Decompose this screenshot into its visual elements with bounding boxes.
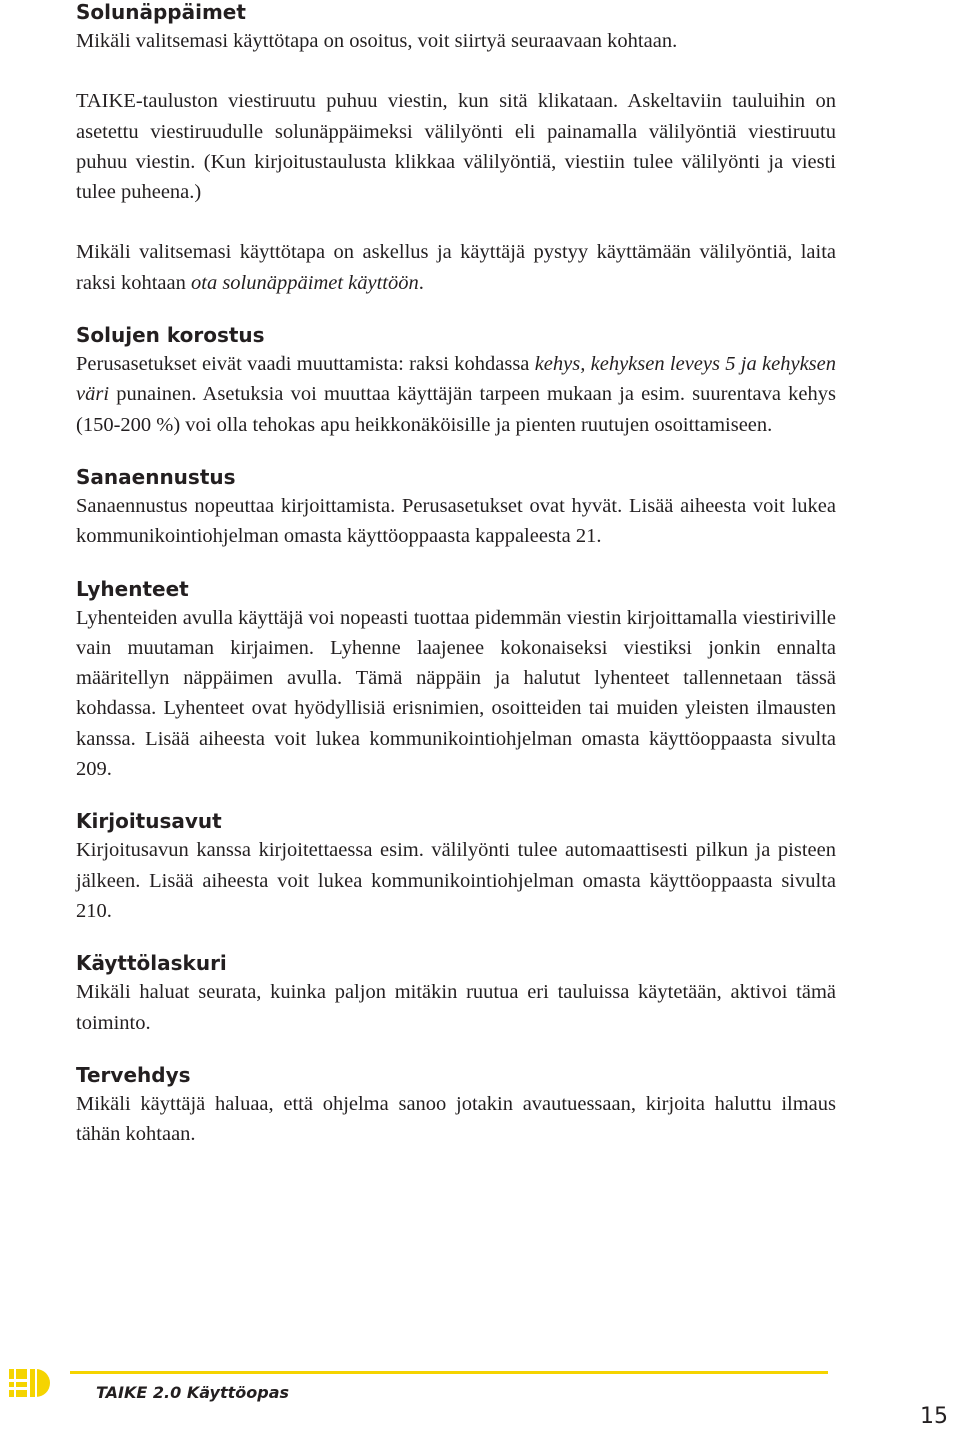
section-heading: Solujen korostus <box>76 323 265 348</box>
footer-divider <box>70 1371 828 1374</box>
section-kayttolaskuri <box>76 952 836 1038</box>
section-heading: Kirjoitusavut <box>76 809 222 834</box>
paragraph: Mikäli käyttäjä haluaa, että ohjelma sanoo jotakin avautuessaan, kirjoita haluttu ilmaus tähän kohtaan. <box>76 1092 836 1146</box>
section-sanaennustus <box>76 466 836 552</box>
paragraph-text: Perusasetukset eivät vaadi muuttamista: raksi kohdassa <box>76 353 535 376</box>
paragraph-text: . <box>418 271 424 294</box>
section-heading: Tervehdys <box>76 1062 191 1087</box>
paragraph-text: Mikäli valitsemasi käyttötapa on askellus ja käyttäjä pystyy käyttämään välilyöntiä, laita raksi kohtaan <box>76 241 836 294</box>
paragraph: Kirjoitusavun kanssa kirjoitettaessa esim. välilyönti tulee automaattisesti pilkun ja pisteen jälkeen. Lisää aiheesta voit lukea kommunikointiohjelman omasta käyttöoppaasta sivulta 210. <box>76 839 836 922</box>
section-tervehdys <box>76 1064 836 1150</box>
paragraph-text: punainen. Asetuksia voi muuttaa käyttäjän tarpeen mukaan ja esim. suurentava kehys (150-200 %) voi olla tehokas apu heikkonäköisille ja pienten ruutujen osoittamiseen. <box>76 383 836 436</box>
section-solunappaimet <box>76 0 836 298</box>
section-heading: Solunäppäimet <box>76 0 246 24</box>
paragraph: TAIKE-tauluston viestiruutu puhuu viestin, kun sitä klikataan. Askeltaviin tauluihin on asetettu viestiruudulle solunäppäimeksi välilyönti eli painamalla välilyöntiä viestiruutu puhuu viestin. (Kun kirjoitustaulusta klikkaa välilyöntiä, viestiin tulee välilyönti ja viesti tulee puheena.) <box>76 90 836 204</box>
paragraph <box>76 349 836 440</box>
section-heading: Käyttölaskuri <box>76 951 227 976</box>
section-lyhenteet <box>76 578 836 785</box>
paragraph <box>76 237 836 298</box>
section-heading: Lyhenteet <box>76 576 189 601</box>
paragraph: Mikäli valitsemasi käyttötapa on osoitus, voit siirtyä seuraavaan kohtaan. <box>76 30 678 52</box>
footer-title: TAIKE 2.0 Käyttöopas <box>96 1383 290 1402</box>
taike-logo-icon <box>5 1365 55 1401</box>
section-solujen-korostus <box>76 324 836 440</box>
setting-name: kehys, kehyksen leveys 5 ja kehyksen väri <box>76 353 836 406</box>
paragraph: Lyhenteiden avulla käyttäjä voi nopeasti tuottaa pidemmän viestin kirjoittamalla viestiriville vain muutaman kirjaimen. Lyhenne laajenee kokonaiseksi viestiksi jonkin ennalta määritellyn näppäimen avulla. Tämä näppäin ja halutut lyhenteet tallennetaan tässä kohdassa. Lyhenteet ovat hyödyllisiä erisnimien, osoitteiden tai muiden yleisten ilmausten kanssa. Lisää aiheesta voit lukea kommunikointiohjelman omasta käyttöoppaasta sivulta 209. <box>76 606 836 781</box>
section-kirjoitusavut <box>76 810 836 926</box>
page-number: 15 <box>920 1404 948 1429</box>
section-heading: Sanaennustus <box>76 464 236 489</box>
setting-name: ota solunäppäimet käyttöön <box>191 271 419 294</box>
paragraph: Sanaennustus nopeuttaa kirjoittamista. Perusasetukset ovat hyvät. Lisää aiheesta voit lukea kommunikointiohjelman omasta käyttöoppaasta kappaleesta 21. <box>76 494 836 548</box>
paragraph: Mikäli haluat seurata, kuinka paljon mitäkin ruutua eri tauluissa käytetään, aktivoi tämä toiminto. <box>76 981 836 1034</box>
document-body <box>76 0 836 1149</box>
